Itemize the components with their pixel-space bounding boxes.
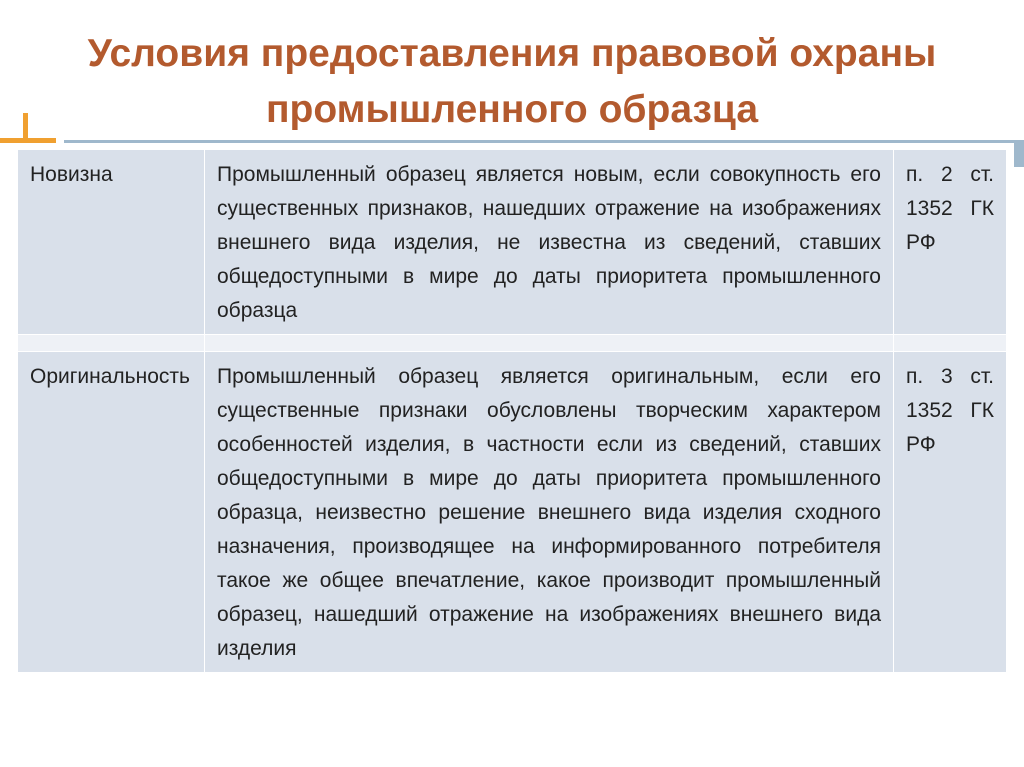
underline-end-cap <box>1014 140 1024 167</box>
description-cell: Промышленный образец является новым, если совокупность его существенных признаков, нашедших отражение на изображениях внешнего вида изделия, не известна из сведений, ставших общедоступными в мире до даты приоритета промышленного образца <box>205 150 894 335</box>
condition-cell: Новизна <box>18 150 205 335</box>
reference-cell: п. 3 ст. 1352 ГК РФ <box>894 352 1007 673</box>
conditions-table <box>17 149 1007 673</box>
reference-cell <box>894 335 1007 352</box>
condition-cell: Оригинальность <box>18 352 205 673</box>
accent-bar-horizontal <box>0 138 56 143</box>
condition-cell <box>18 335 205 352</box>
description-cell: Промышленный образец является оригинальным, если его существенные признаки обусловлены творческим характером особенностей изделия, в частности если из сведений, ставших общедоступными в мире до даты приоритета промышленного образца, неизвестно решение внешнего вида изделия сходного назначения, производящее на информированного потребителя такое же общее впечатление, какое производит промышленный образец, нашедший отражение на изображениях внешнего вида изделия <box>205 352 894 673</box>
table-row-empty <box>18 335 1007 352</box>
table-row <box>18 150 1007 335</box>
reference-cell: п. 2 ст. 1352 ГК РФ <box>894 150 1007 335</box>
description-cell <box>205 335 894 352</box>
slide-title: Условия предоставления правовой охраны промышленного образца <box>87 32 937 131</box>
table-row <box>18 352 1007 673</box>
title-underline <box>64 140 1024 143</box>
